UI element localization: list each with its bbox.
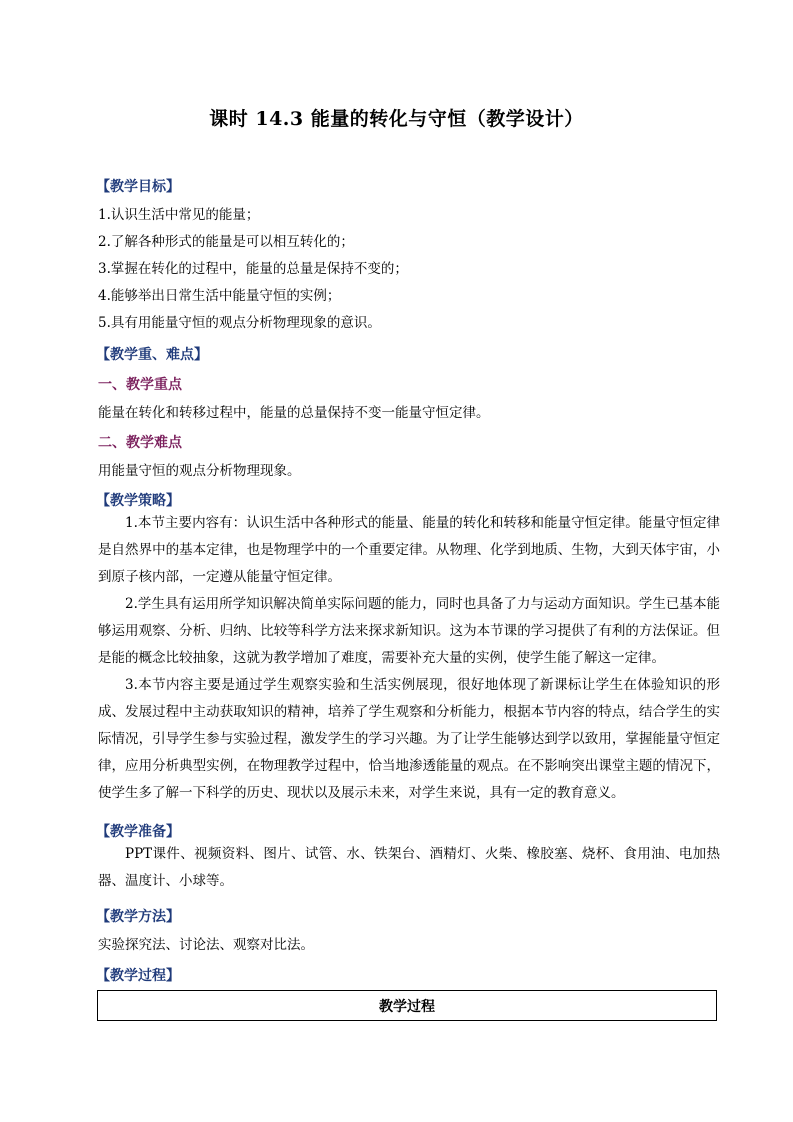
objective-item: 3.掌握在转化的过程中，能量的总量是保持不变的； [98,261,408,277]
page-title: 课时 14.3 能量的转化与守恒（教学设计） [209,108,584,130]
process-table-header: 教学过程 [379,998,435,1015]
strategy-paragraph: 1.本节主要内容有：认识生活中各种形式的能量、能量的转化和转移和能量守恒定律。能量守恒定律是自然界中的基本定律，也是物理学中的一个重要定律。从物理、化学到地质、生物，大到天体宇宙，小到原子核内部，一定遵从能量守恒定律。 [98,515,720,585]
key-points-heading: 【教学重、难点】 [96,347,208,363]
process-heading: 【教学过程】 [96,968,180,984]
process-table [97,990,717,1021]
preparation-heading: 【教学准备】 [96,824,180,840]
objective-item: 2.了解各种形式的能量是可以相互转化的； [98,234,354,250]
key-point-title: 一、教学重点 [98,377,182,393]
objective-item: 5.具有用能量守恒的观点分析物理现象的意识。 [98,315,381,331]
difficult-point-title: 二、教学难点 [98,435,182,451]
strategy-paragraph: 2.学生具有运用所学知识解决简单实际问题的能力，同时也具备了力与运动方面知识。学生已基本能够运用观察、分析、归纳、比较等科学方法来探求新知识。这为本节课的学习提供了有利的方法保证。但是能的概念比较抽象，这就为教学增加了难度，需要补充大量的实例，使学生能了解这一定律。 [98,596,720,666]
method-text: 实验探究法、讨论法、观察对比法。 [98,937,314,953]
objectives-heading: 【教学目标】 [96,179,180,195]
objective-item: 4.能够举出日常生活中能量守恒的实例； [98,288,341,304]
key-point-text: 能量在转化和转移过程中，能量的总量保持不变一能量守恒定律。 [98,405,490,421]
method-heading: 【教学方法】 [96,909,180,925]
objective-item: 1.认识生活中常见的能量； [98,207,260,223]
strategy-heading: 【教学策略】 [96,493,180,509]
difficult-point-text: 用能量守恒的观点分析物理现象。 [98,463,301,479]
strategy-paragraph: 3.本节内容主要是通过学生观察实验和生活实例展现，很好地体现了新课标让学生在体验知识的形成、发展过程中主动获取知识的精神，培养了学生观察和分析能力，根据本节内容的特点，结合学生的实际情况，引导学生参与实验过程，激发学生的学习兴趣。为了让学生能够达到学以致用，掌握能量守恒定律，应用分析典型实例，在物理教学过程中，恰当地渗透能量的观点。在不影响突出课堂主题的情况下，使学生多了解一下科学的历史、现状以及展示未来，对学生来说，具有一定的教育意义。 [98,677,720,801]
preparation-text: PPT课件、视频资料、图片、试管、水、铁架台、酒精灯、火柴、橡胶塞、烧杯、食用油、电加热器、温度计、小球等。 [98,846,720,889]
